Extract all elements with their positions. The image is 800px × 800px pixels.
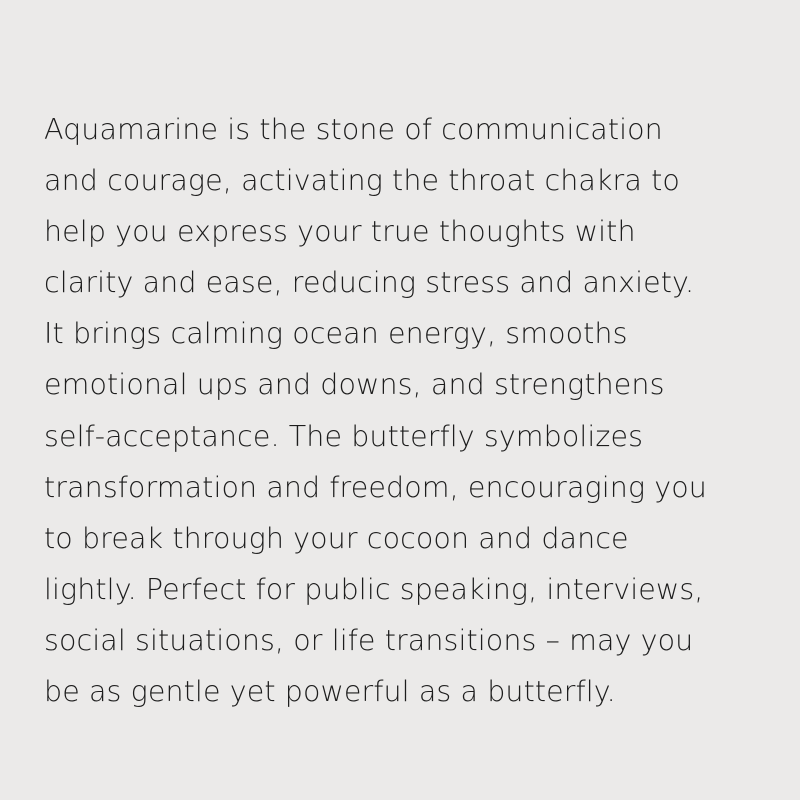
text-line: Aquamarine is the stone of communication <box>44 113 663 146</box>
text-line: transformation and freedom, encouraging you <box>44 470 707 504</box>
text-line: be as gentle yet powerful as a butterfly. <box>44 675 616 709</box>
description-paragraph <box>44 104 774 717</box>
text-line: emotional ups and downs, and strengthens <box>44 368 665 402</box>
text-line: clarity and ease, reducing stress and anxiety. <box>44 266 695 300</box>
text-line: lightly. Perfect for public speaking, interviews, <box>44 572 704 606</box>
text-line: and courage, activating the throat chakra to <box>44 164 680 198</box>
text-line: help you express your true thoughts with <box>44 215 636 249</box>
text-line: social situations, or life transitions – may you <box>44 623 694 657</box>
text-line: self-acceptance. The butterfly symbolizes <box>44 419 644 453</box>
text-line: to break through your cocoon and dance <box>44 521 629 555</box>
text-line: It brings calming ocean energy, smooths <box>44 317 628 351</box>
